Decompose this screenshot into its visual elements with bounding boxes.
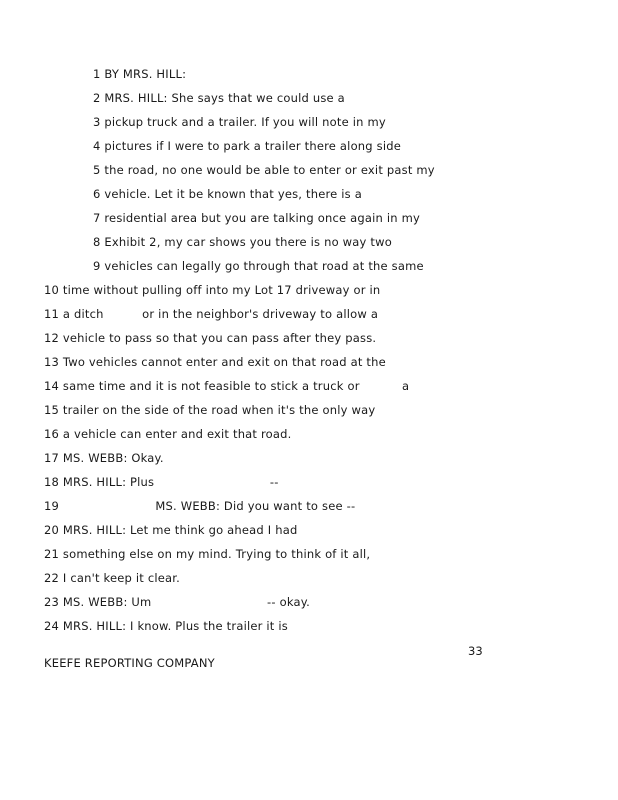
transcript-line-8: 8 Exhibit 2, my car shows you there is no way two <box>93 235 392 249</box>
transcript-line-11: 11 a ditch or in the neighbor's driveway to allow a <box>44 307 379 321</box>
transcript-line-16: 16 a vehicle can enter and exit that road. <box>44 427 292 441</box>
transcript-line-9: 9 vehicles can legally go through that road at the same <box>93 259 424 273</box>
transcript-line-7: 7 residential area but you are talking once again in my <box>93 211 420 225</box>
transcript-line-24: 24 MRS. HILL: I know. Plus the trailer it is <box>44 619 288 633</box>
reporting-company-footer: KEEFE REPORTING COMPANY <box>44 656 215 670</box>
transcript-line-19: 19 MS. WEBB: Did you want to see -- <box>44 499 356 513</box>
transcript-line-14: 14 same time and it is not feasible to stick a truck or a <box>44 379 410 393</box>
transcript-line-4: 4 pictures if I were to park a trailer there along side <box>93 139 402 153</box>
transcript-line-18: 18 MRS. HILL: Plus -- <box>44 475 279 489</box>
transcript-line-3: 3 pickup truck and a trailer. If you will note in my <box>93 115 386 129</box>
transcript-line-5: 5 the road, no one would be able to enter or exit past my <box>93 163 435 177</box>
transcript-line-10: 10 time without pulling off into my Lot 17 driveway or in <box>44 283 381 297</box>
transcript-line-22: 22 I can't keep it clear. <box>44 571 181 585</box>
transcript-line-6: 6 vehicle. Let it be known that yes, there is a <box>93 187 362 201</box>
transcript-line-23: 23 MS. WEBB: Um -- okay. <box>44 595 310 609</box>
transcript-line-12: 12 vehicle to pass so that you can pass after they pass. <box>44 331 377 345</box>
transcript-line-17: 17 MS. WEBB: Okay. <box>44 451 164 465</box>
page-number: 33 <box>468 644 483 658</box>
transcript-line-1: 1 BY MRS. HILL: <box>93 67 187 81</box>
transcript-line-15: 15 trailer on the side of the road when it's the only way <box>44 403 376 417</box>
transcript-line-13: 13 Two vehicles cannot enter and exit on that road at the <box>44 355 386 369</box>
transcript-line-21: 21 something else on my mind. Trying to think of it all, <box>44 547 371 561</box>
transcript-line-2: 2 MRS. HILL: She says that we could use a <box>93 91 345 105</box>
transcript-line-20: 20 MRS. HILL: Let me think go ahead I had <box>44 523 298 537</box>
